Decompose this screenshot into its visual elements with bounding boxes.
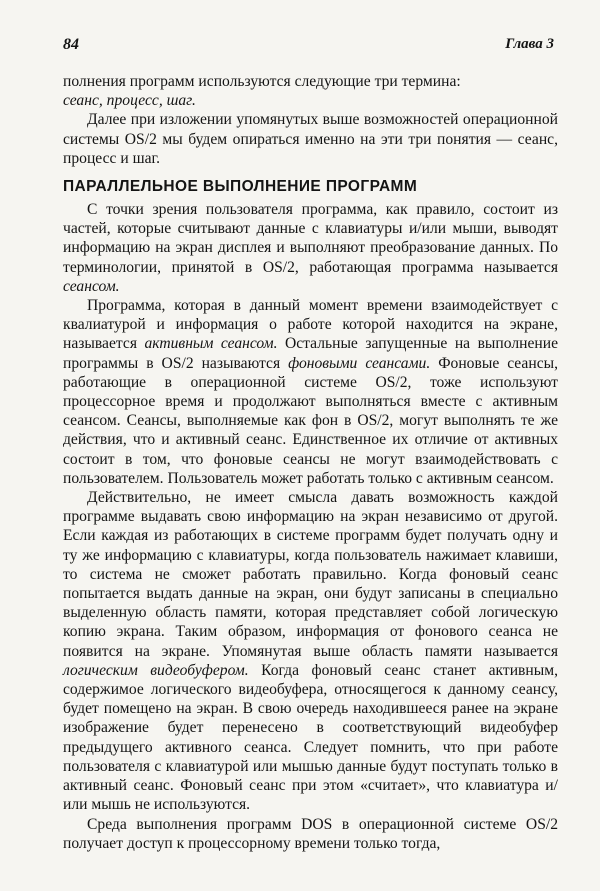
chapter-title: Глава 3: [505, 36, 554, 52]
running-header: [63, 36, 554, 56]
paragraph-1-text: С точки зрения пользователя программа, как правило, состоит из частей, которые считывают данные с клавиатуры и/или мыши, выводят информацию на экран дисплея и выполняют преобразование данных. По терминологии, принятой в OS/2, работающая программа называется: [63, 201, 558, 276]
paragraph-2-text-a: Программа, которая в данный момент времени взаимодействует с квалиатурой и информация о работе которой находится на экране, называется: [63, 297, 558, 353]
term-active-session: активным сеансом.: [144, 335, 278, 353]
paragraph-3-text-b: Когда фоновый сеанс станет активным, содержимое логического видеобуфера, относящегося к данному сеансу, будет помещено на экран. В свою очередь находившееся ранее на экране изображение будет перенесено в соответствующий видеобуфер предыдущего активного сеанса. Следует помнить, что при работе пользователя с клавиатурой или мышью данные будут поступать только в активный сеанс. Фоновый сеанс при этом «считает», что клавиатура и/или мышь не используются.: [63, 661, 558, 814]
term-session: сеансом.: [63, 277, 120, 295]
intro-terms: сеанс, процесс, шаг.: [63, 92, 196, 110]
paragraph-3-text-a: Действительно, не имеет смысла давать возможность каждой программе выдавать свою информацию на экран независимо от другой. Если каждая из работающих в системе программ будет получать одну и ту же информацию с клавиатуры, когда пользователь нажимает клавиши, то система не сможет работать правильно. Когда фоновый сеанс попытается выдать данные на экран, они будут записаны в специально выделенную область памяти, которая представляет собой логическую копию экрана. Таким образом, информация от фонового сеанса не появится на экране. Упомянутая выше область памяти называется: [63, 489, 558, 660]
page-number: 84: [63, 36, 79, 53]
paragraph-2-text-b: Остальные запущенные на выполнение программы в OS/2 называются: [63, 335, 558, 372]
intro-line: полнения программ используются следующие три термина:: [63, 73, 461, 90]
term-background-sessions: фоновыми сеансами.: [288, 354, 431, 372]
section-body: [63, 200, 558, 853]
intro-paragraph: Далее при изложении упомянутых выше возможностей операционной системы OS/2 мы будем опираться именно на эти три понятия — сеанс, процесс и шаг.: [63, 111, 558, 167]
paragraph-3: [63, 488, 558, 814]
term-logical-videobuffer: логическим видеобуфером.: [63, 661, 249, 679]
intro-text: [63, 72, 558, 168]
section-heading: ПАРАЛЛЕЛЬНОЕ ВЫПОЛНЕНИЕ ПРОГРАММ: [63, 178, 418, 195]
paragraph-2-text-c: Фоновые сеансы, работающие в операционной системе OS/2, тоже используют процессорное время и продолжают выполняться вместе с активным сеансом. Сеансы, выполняемые как фон в OS/2, могут выполнять те же действия, что и активный сеанс. Единственное их отличие от активных состоит в том, что фоновые сеансы не могут взаимодействовать с пользователем. Пользователь может работать только с активным сеансом.: [63, 354, 558, 487]
paragraph-2: [63, 296, 558, 488]
paragraph-4: Среда выполнения программ DOS в операционной системе OS/2 получает доступ к процессорному времени только тогда,: [63, 815, 558, 852]
intro-continuation: [63, 72, 558, 110]
paragraph-1: [63, 200, 558, 296]
